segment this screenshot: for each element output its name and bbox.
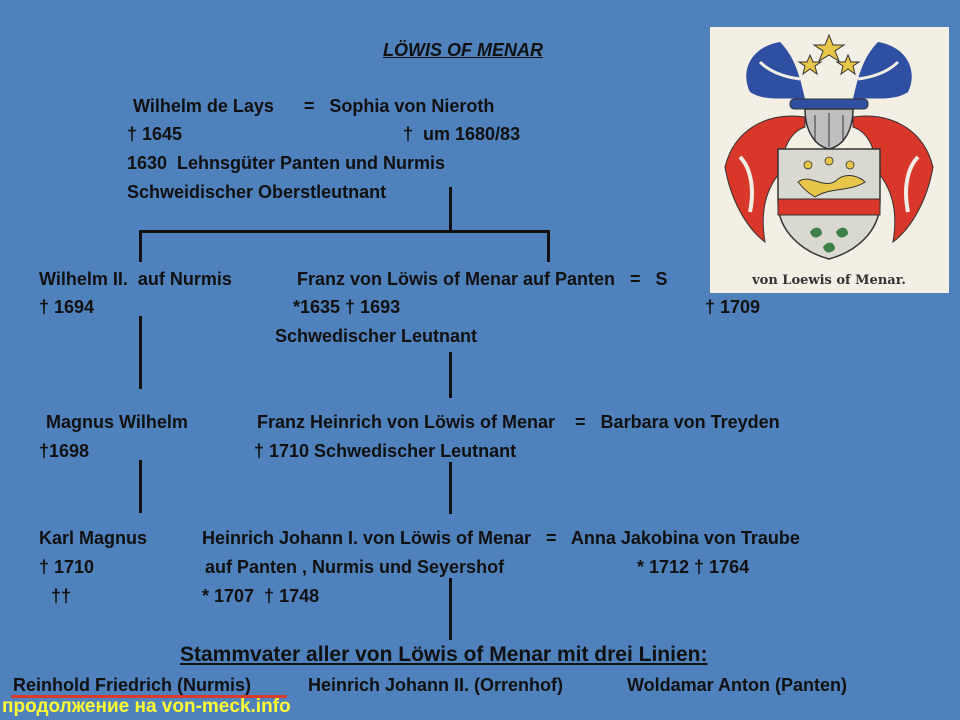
gen2-franz-rank: Schwedischer Leutnant [275,326,478,346]
connector-gen2-3-mid [449,352,452,398]
gen4-karl-magnus-death: † 1710 [39,557,95,577]
coat-of-arms-icon [710,27,949,293]
gen2-wilhelm-ii: Wilhelm II. auf Nurmis [39,269,232,289]
gen1-sophia-death: † um 1680/83 [403,124,521,144]
gen2-spouse-death: † 1709 [705,297,761,317]
crest-caption: von Loewis of Menar. [752,273,906,288]
gen4-heinrich-johann-couple: Heinrich Johann I. von Löwis of Menar = Anna Jakobina von Traube [202,528,800,548]
gen1-rank: Schweidischer Oberstleutnant [127,182,387,202]
gen3-franz-heinrich-couple: Franz Heinrich von Löwis of Menar = Barbara von Treyden [257,412,780,432]
connector-gen2-left [139,230,142,262]
gen4-karl-magnus: Karl Magnus [39,528,148,548]
connector-gen1-down [449,187,452,231]
gen3-magnus-wilhelm-death: †1698 [39,441,90,461]
connector-gen2-right [547,230,550,262]
gen4-heinrich-johann-dates: * 1707 † 1748 [202,586,320,606]
connector-gen2-3-left [139,316,142,389]
gen2-wilhelm-ii-death: † 1694 [39,297,95,317]
line-nurmis: Reinhold Friedrich (Nurmis) [13,675,252,695]
line-panten: Woldamar Anton (Panten) [627,675,847,695]
gen3-magnus-wilhelm: Magnus Wilhelm [46,412,188,432]
coat-of-arms-image [710,27,949,293]
footer-continuation-link[interactable]: продолжение на von-meck.info [2,696,291,717]
connector-gen3-4-left [139,460,142,513]
line-orrenhof: Heinrich Johann II. (Orrenhof) [308,675,564,695]
gen1-couple: Wilhelm de Lays = Sophia von Nieroth [133,96,495,116]
gen4-anna-jakobina-dates: * 1712 † 1764 [637,557,750,577]
gen2-franz-couple: Franz von Löwis of Menar auf Panten = S [297,269,668,289]
connector-gen2-bar [139,230,550,233]
gen1-wilhelm-death: † 1645 [127,124,183,144]
stammvater-heading: Stammvater aller von Löwis of Menar mit drei Linien: [180,643,708,666]
gen4-heinrich-johann-estates: auf Panten , Nurmis und Seyershof [205,557,505,577]
connector-gen3-4-mid [449,462,452,514]
connector-gen4-stammvater [449,578,452,640]
gen2-franz-dates: *1635 † 1693 [293,297,401,317]
page-title: LÖWIS OF MENAR [383,40,543,60]
gen4-karl-magnus-extra: †† [51,586,72,606]
gen1-estates: 1630 Lehnsgüter Panten und Nurmis [127,153,446,173]
gen3-franz-heinrich-death: † 1710 Schwedischer Leutnant [254,441,517,461]
